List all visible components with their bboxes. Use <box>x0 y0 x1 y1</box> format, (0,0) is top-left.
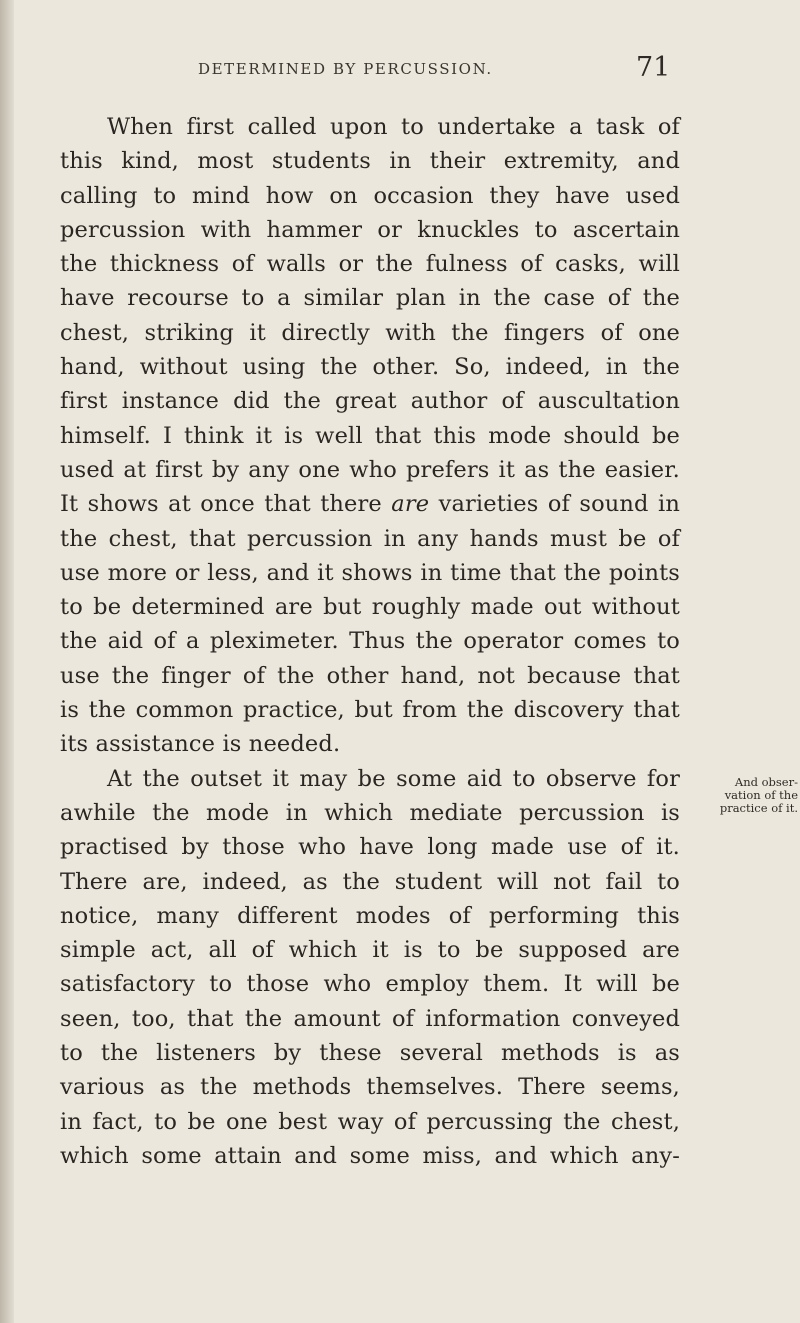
text-line: in fact, to be one best way of percussing the chest, <box>60 1108 680 1135</box>
body-text <box>60 110 680 1173</box>
text-line: have recourse to a similar plan in the case of the <box>60 285 680 312</box>
sidenote-line: practice of it. <box>719 801 798 815</box>
running-head: DETERMINED BY PERCUSSION. <box>198 60 493 78</box>
margin-sidenote <box>698 776 798 815</box>
text-line: himself. I think it is well that this mode should be <box>60 422 680 449</box>
text-line: which some attain and some miss, and which any- <box>60 1142 680 1169</box>
text-line: simple act, all of which it is to be supposed are <box>60 937 680 964</box>
text-line: is the common practice, but from the discovery that <box>60 697 680 724</box>
text-line: When first called upon to undertake a task of <box>107 114 680 140</box>
text-line: hand, without using the other. So, indeed, in the <box>60 354 680 381</box>
text-line: to be determined are but roughly made out without <box>60 594 680 621</box>
text-line: this kind, most students in their extremity, and <box>60 148 680 175</box>
text-line: first instance did the great author of auscultation <box>60 388 680 415</box>
text-line: notice, many different modes of performing this <box>60 902 680 929</box>
text-line: percussion with hammer or knuckles to ascertain <box>60 216 680 243</box>
text-line: practised by those who have long made use of it. <box>60 834 680 861</box>
page-number: 71 <box>636 52 671 83</box>
text-line: the aid of a pleximeter. Thus the operator comes to <box>60 628 680 655</box>
sidenote-line: And obser- <box>734 775 798 789</box>
page-binding-edge <box>0 0 14 1323</box>
text-line: used at first by any one who prefers it as the easier. <box>60 456 680 483</box>
page-header <box>0 52 800 92</box>
text-line: use the finger of the other hand, not because that <box>60 662 680 689</box>
text-line: calling to mind how on occasion they have used <box>60 182 680 209</box>
text-line: its assistance is needed. <box>60 731 341 758</box>
text-line: to the listeners by these several methods is as <box>60 1040 680 1067</box>
text-line: There are, indeed, as the student will not fail to <box>60 868 680 895</box>
text-line: seen, too, that the amount of information conveyed <box>60 1005 680 1032</box>
text-line: various as the methods themselves. There seems, <box>60 1074 680 1101</box>
sidenote-line: vation of the <box>724 788 798 802</box>
text-line: It shows at once that there are varieties of sound in <box>60 491 680 518</box>
text-line: the chest, that percussion in any hands must be of <box>60 525 680 552</box>
text-line: At the outset it may be some aid to observe for <box>107 765 680 792</box>
text-line: use more or less, and it shows in time that the points <box>60 559 680 586</box>
text-line: the thickness of walls or the fulness of casks, will <box>60 251 680 278</box>
text-line: chest, striking it directly with the fingers of one <box>60 319 680 346</box>
text-line: satisfactory to those who employ them. It will be <box>60 971 680 998</box>
text-line: awhile the mode in which mediate percussion is <box>60 799 680 826</box>
